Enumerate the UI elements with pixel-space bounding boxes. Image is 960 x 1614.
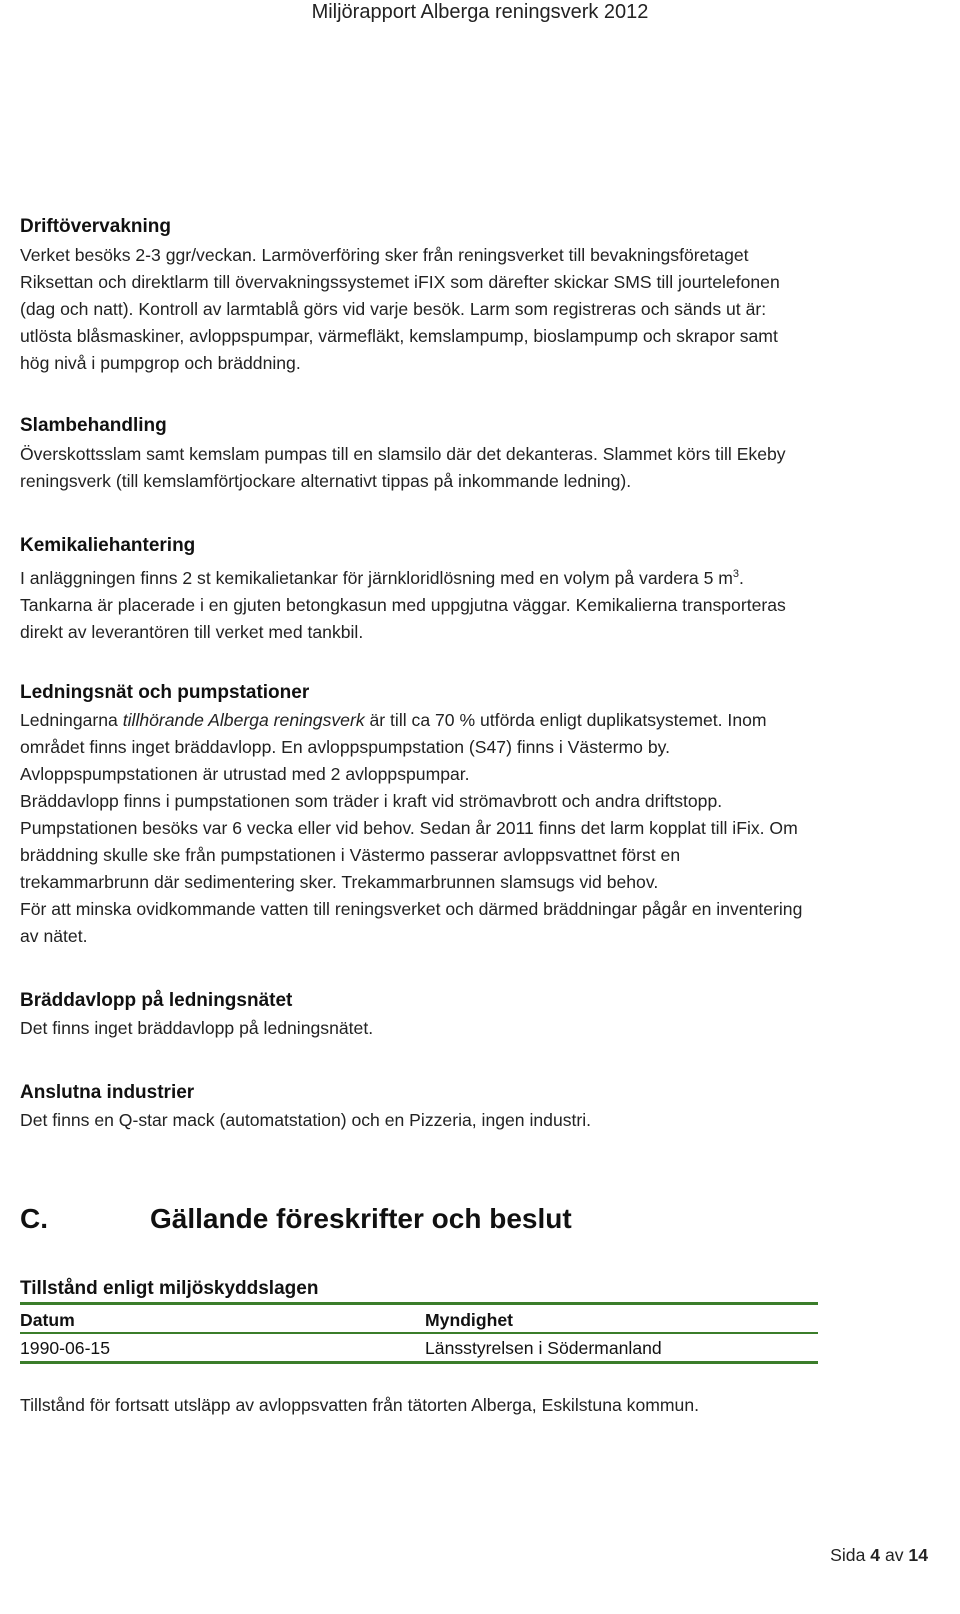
permit-title: Tillstånd enligt miljöskyddslagen <box>20 1278 319 1299</box>
page-sep: av <box>884 1545 904 1565</box>
section-body-braddavlopp <box>20 1015 940 1042</box>
text-line: Det finns inget bräddavlopp på ledningsnätet. <box>20 1018 374 1038</box>
superscript: 3 <box>732 568 740 580</box>
section-body-industrier <box>20 1107 940 1134</box>
table-header-datum: Datum <box>20 1310 75 1330</box>
text-line: Pumpstationen besöks var 6 vecka eller vid behov. Sedan år 2011 finns det larm kopplat till iFix. Om <box>20 818 798 838</box>
section-body-ledningsnat <box>20 707 940 950</box>
text-line: Verket besöks 2-3 ggr/veckan. Larmöverföring sker från reningsverket till bevakningsföretaget <box>20 245 749 265</box>
section-title-driftovervakning: Driftövervakning <box>20 216 171 237</box>
text-fragment: Ledningarna <box>20 710 123 730</box>
section-body-kemikaliehantering <box>20 561 940 646</box>
chapter-title: Gällande föreskrifter och beslut <box>150 1203 572 1234</box>
section-title-slambehandling: Slambehandling <box>20 415 167 436</box>
text-line <box>20 561 940 592</box>
text-line: direkt av leverantören till verket med tankbil. <box>20 621 364 642</box>
permit-description <box>20 1392 940 1419</box>
text-line: reningsverk (till kemslamförtjockare alternativt tippas på inkommande ledning). <box>20 471 632 491</box>
current-page: 4 <box>870 1545 881 1565</box>
table-header-myndighet: Myndighet <box>425 1310 513 1330</box>
section-title-kemikaliehantering: Kemikaliehantering <box>20 535 196 556</box>
chapter-letter: C. <box>20 1203 48 1234</box>
text-fragment: . <box>739 567 744 588</box>
section-body-slambehandling <box>20 441 940 495</box>
text-line: utlösta blåsmaskiner, avloppspumpar, värmefläkt, kemslampump, bioslampump och skrapor samt <box>20 326 778 346</box>
italic-text: tillhörande Alberga reningsverk <box>122 710 365 730</box>
text-line <box>20 707 940 734</box>
text-line: området finns inget bräddavlopp. En avloppspumpstation (S47) finns i Västermo by. <box>20 737 671 757</box>
text-line: Tankarna är placerade i en gjuten betongkasun med uppgjutna väggar. Kemikalierna transporteras <box>20 594 786 615</box>
text-line: Tillstånd för fortsatt utsläpp av avloppsvatten från tätorten Alberga, Eskilstuna kommun. <box>20 1395 700 1415</box>
text-line: Det finns en Q-star mack (automatstation) och en Pizzeria, ingen industri. <box>20 1110 592 1130</box>
table-bottom-rule <box>20 1361 818 1364</box>
total-pages: 14 <box>908 1545 928 1565</box>
text-line: trekammarbrunn där sedimentering sker. Trekammarbrunnen slamsugs vid behov. <box>20 872 659 892</box>
section-body-driftovervakning <box>20 242 940 377</box>
text-line: (dag och natt). Kontroll av larmtablå görs vid varje besök. Larm som registreras och sänds ut är: <box>20 299 767 319</box>
table-header-rule <box>20 1332 818 1334</box>
text-line: Avloppspumpstationen är utrustad med 2 avloppspumpar. <box>20 764 470 784</box>
table-cell-datum: 1990-06-15 <box>20 1338 110 1358</box>
text-line: Överskottsslam samt kemslam pumpas till en slamsilo där det dekanteras. Slammet körs till Ekeby <box>20 444 786 464</box>
text-line: Riksettan och direktlarm till övervakningssystemet iFIX som därefter skickar SMS till jourtelefonen <box>20 272 780 292</box>
section-title-braddavlopp: Bräddavlopp på ledningsnätet <box>20 990 293 1011</box>
page-number <box>830 1543 928 1567</box>
text-line: Bräddavlopp finns i pumpstationen som träder i kraft vid strömavbrott och andra driftstopp. <box>20 791 723 811</box>
text-line: av nätet. <box>20 926 88 946</box>
text-fragment: är till ca 70 % utförda enligt duplikatsystemet. Inom <box>364 710 767 730</box>
text-line: bräddning skulle ske från pumpstationen i Västermo passerar avloppsvattnet först en <box>20 845 681 865</box>
table-cell-myndighet: Länsstyrelsen i Södermanland <box>425 1338 662 1358</box>
page-header: Miljörapport Alberga reningsverk 2012 <box>311 1 649 23</box>
table-top-rule <box>20 1302 818 1305</box>
text-line: För att minska ovidkommande vatten till reningsverket och därmed bräddningar pågår en inventering <box>20 899 803 919</box>
text-fragment: I anläggningen finns 2 st kemikalietankar för järnkloridlösning med en volym på vardera 5 m <box>20 567 733 588</box>
section-title-industrier: Anslutna industrier <box>20 1082 195 1103</box>
page-prefix: Sida <box>830 1545 866 1565</box>
text-line: hög nivå i pumpgrop och bräddning. <box>20 353 301 373</box>
section-title-ledningsnat: Ledningsnät och pumpstationer <box>20 682 310 703</box>
